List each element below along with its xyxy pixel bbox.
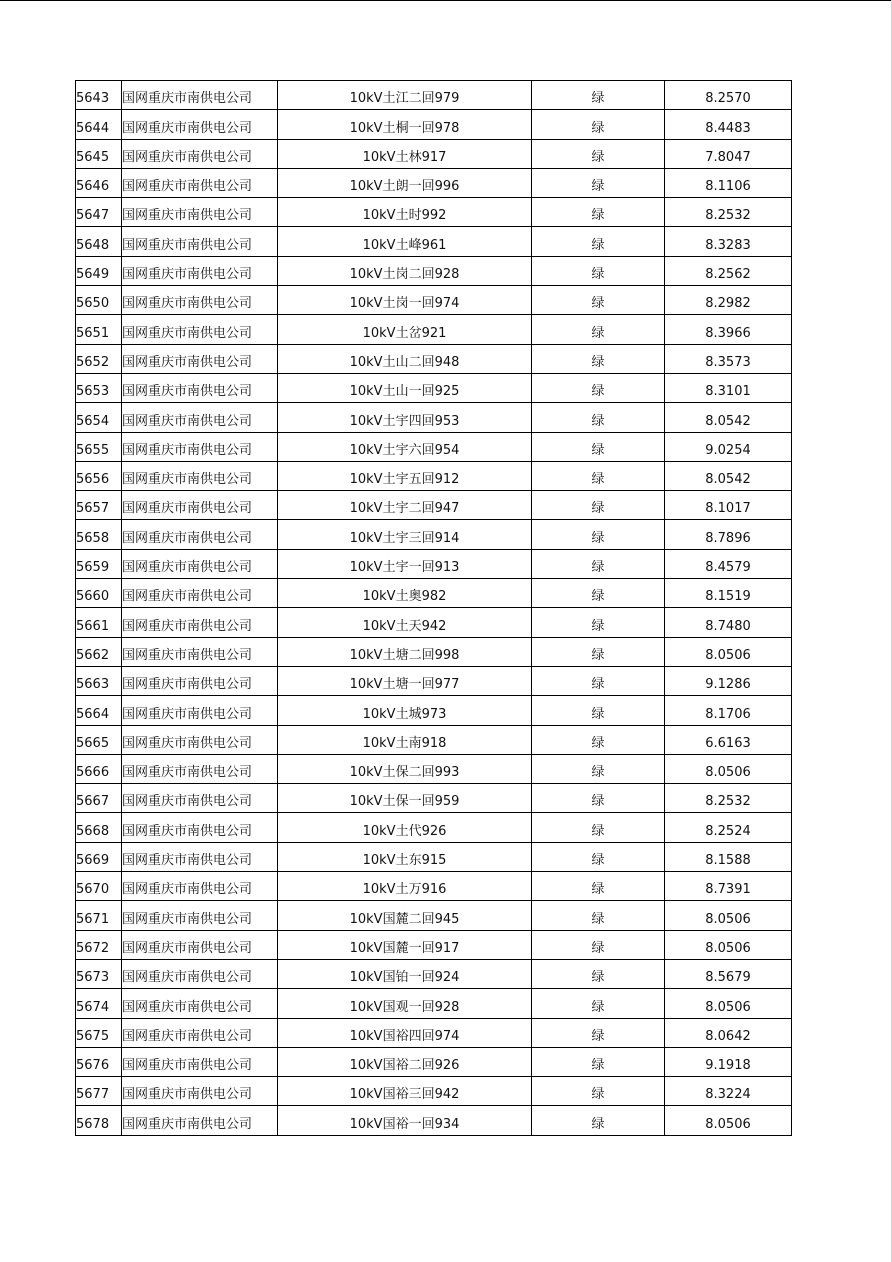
value-cell: 8.2570: [665, 81, 792, 110]
company-cell: 国网重庆市南供电公司: [122, 901, 278, 930]
value-cell: 8.7391: [665, 872, 792, 901]
status-cell: 绿: [532, 373, 665, 402]
company-cell: 国网重庆市南供电公司: [122, 666, 278, 695]
value-cell: 8.2524: [665, 813, 792, 842]
row-number-cell: 5655: [76, 432, 122, 461]
line-name-cell: 10kV土岗二回928: [278, 256, 532, 285]
value-cell: 8.2532: [665, 198, 792, 227]
table-row: [76, 989, 792, 1018]
line-name-cell: 10kV土宇一回913: [278, 549, 532, 578]
company-cell: 国网重庆市南供电公司: [122, 842, 278, 871]
company-cell: 国网重庆市南供电公司: [122, 198, 278, 227]
row-number-cell: 5653: [76, 373, 122, 402]
table-row: [76, 168, 792, 197]
status-cell: 绿: [532, 286, 665, 315]
table-row: [76, 725, 792, 754]
row-number-cell: 5673: [76, 959, 122, 988]
status-cell: 绿: [532, 315, 665, 344]
company-cell: 国网重庆市南供电公司: [122, 461, 278, 490]
status-cell: 绿: [532, 1077, 665, 1106]
table-row: [76, 696, 792, 725]
status-cell: 绿: [532, 549, 665, 578]
line-name-cell: 10kV土奥982: [278, 579, 532, 608]
company-cell: 国网重庆市南供电公司: [122, 1077, 278, 1106]
company-cell: 国网重庆市南供电公司: [122, 1018, 278, 1047]
row-number-cell: 5646: [76, 168, 122, 197]
value-cell: 8.2982: [665, 286, 792, 315]
table-row: [76, 1047, 792, 1076]
status-cell: 绿: [532, 432, 665, 461]
row-number-cell: 5677: [76, 1077, 122, 1106]
company-cell: 国网重庆市南供电公司: [122, 637, 278, 666]
company-cell: 国网重庆市南供电公司: [122, 1106, 278, 1135]
value-cell: 8.1519: [665, 579, 792, 608]
line-name-cell: 10kV土宇三回914: [278, 520, 532, 549]
line-name-cell: 10kV土宇四回953: [278, 403, 532, 432]
value-cell: 7.8047: [665, 139, 792, 168]
status-cell: 绿: [532, 608, 665, 637]
table-row: [76, 491, 792, 520]
row-number-cell: 5663: [76, 666, 122, 695]
line-name-cell: 10kV土塘一回977: [278, 666, 532, 695]
value-cell: 8.1706: [665, 696, 792, 725]
value-cell: 8.2532: [665, 784, 792, 813]
company-cell: 国网重庆市南供电公司: [122, 344, 278, 373]
status-cell: 绿: [532, 491, 665, 520]
line-name-cell: 10kV土万916: [278, 872, 532, 901]
value-cell: 8.7480: [665, 608, 792, 637]
value-cell: 9.1918: [665, 1047, 792, 1076]
status-cell: 绿: [532, 81, 665, 110]
table-row: [76, 198, 792, 227]
table-row: [76, 110, 792, 139]
line-name-cell: 10kV土朗一回996: [278, 168, 532, 197]
table-row: [76, 520, 792, 549]
row-number-cell: 5657: [76, 491, 122, 520]
line-name-cell: 10kV土宇五回912: [278, 461, 532, 490]
value-cell: 9.0254: [665, 432, 792, 461]
table-row: [76, 1077, 792, 1106]
line-name-cell: 10kV国麓一回917: [278, 930, 532, 959]
status-cell: 绿: [532, 666, 665, 695]
value-cell: 8.5679: [665, 959, 792, 988]
status-cell: 绿: [532, 696, 665, 725]
company-cell: 国网重庆市南供电公司: [122, 930, 278, 959]
company-cell: 国网重庆市南供电公司: [122, 81, 278, 110]
row-number-cell: 5649: [76, 256, 122, 285]
table-row: [76, 256, 792, 285]
line-name-cell: 10kV土代926: [278, 813, 532, 842]
value-cell: 8.0506: [665, 1106, 792, 1135]
line-name-cell: 10kV土宇六回954: [278, 432, 532, 461]
line-name-cell: 10kV土桐一回978: [278, 110, 532, 139]
row-number-cell: 5667: [76, 784, 122, 813]
status-cell: 绿: [532, 168, 665, 197]
line-name-cell: 10kV土宇二回947: [278, 491, 532, 520]
status-cell: 绿: [532, 930, 665, 959]
company-cell: 国网重庆市南供电公司: [122, 286, 278, 315]
feeder-table: [75, 80, 792, 1136]
value-cell: 8.1106: [665, 168, 792, 197]
row-number-cell: 5672: [76, 930, 122, 959]
table-row: [76, 754, 792, 783]
row-number-cell: 5671: [76, 901, 122, 930]
status-cell: 绿: [532, 139, 665, 168]
value-cell: 8.2562: [665, 256, 792, 285]
status-cell: 绿: [532, 344, 665, 373]
status-cell: 绿: [532, 1106, 665, 1135]
status-cell: 绿: [532, 110, 665, 139]
row-number-cell: 5650: [76, 286, 122, 315]
row-number-cell: 5659: [76, 549, 122, 578]
table-row: [76, 81, 792, 110]
status-cell: 绿: [532, 784, 665, 813]
company-cell: 国网重庆市南供电公司: [122, 168, 278, 197]
company-cell: 国网重庆市南供电公司: [122, 373, 278, 402]
status-cell: 绿: [532, 579, 665, 608]
line-name-cell: 10kV土保二回993: [278, 754, 532, 783]
table-row: [76, 344, 792, 373]
company-cell: 国网重庆市南供电公司: [122, 520, 278, 549]
table-row: [76, 1106, 792, 1135]
value-cell: 8.0542: [665, 403, 792, 432]
line-name-cell: 10kV土林917: [278, 139, 532, 168]
line-name-cell: 10kV国麓二回945: [278, 901, 532, 930]
feeder-table-body: [76, 81, 792, 1136]
value-cell: 8.3966: [665, 315, 792, 344]
value-cell: 8.0506: [665, 930, 792, 959]
status-cell: 绿: [532, 227, 665, 256]
value-cell: 8.1588: [665, 842, 792, 871]
row-number-cell: 5668: [76, 813, 122, 842]
table-row: [76, 637, 792, 666]
line-name-cell: 10kV土城973: [278, 696, 532, 725]
row-number-cell: 5662: [76, 637, 122, 666]
table-row: [76, 227, 792, 256]
line-name-cell: 10kV土山二回948: [278, 344, 532, 373]
company-cell: 国网重庆市南供电公司: [122, 959, 278, 988]
table-row: [76, 461, 792, 490]
row-number-cell: 5670: [76, 872, 122, 901]
status-cell: 绿: [532, 637, 665, 666]
row-number-cell: 5661: [76, 608, 122, 637]
line-name-cell: 10kV国观一回928: [278, 989, 532, 1018]
row-number-cell: 5651: [76, 315, 122, 344]
value-cell: 8.0506: [665, 637, 792, 666]
table-row: [76, 784, 792, 813]
line-name-cell: 10kV土天942: [278, 608, 532, 637]
value-cell: 6.6163: [665, 725, 792, 754]
line-name-cell: 10kV土岔921: [278, 315, 532, 344]
line-name-cell: 10kV土东915: [278, 842, 532, 871]
status-cell: 绿: [532, 754, 665, 783]
row-number-cell: 5660: [76, 579, 122, 608]
table-row: [76, 579, 792, 608]
company-cell: 国网重庆市南供电公司: [122, 549, 278, 578]
table-row: [76, 403, 792, 432]
row-number-cell: 5664: [76, 696, 122, 725]
table-row: [76, 286, 792, 315]
table-row: [76, 842, 792, 871]
company-cell: 国网重庆市南供电公司: [122, 579, 278, 608]
value-cell: 9.1286: [665, 666, 792, 695]
row-number-cell: 5647: [76, 198, 122, 227]
status-cell: 绿: [532, 959, 665, 988]
line-name-cell: 10kV国裕一回934: [278, 1106, 532, 1135]
line-name-cell: 10kV土南918: [278, 725, 532, 754]
status-cell: 绿: [532, 403, 665, 432]
status-cell: 绿: [532, 901, 665, 930]
table-row: [76, 930, 792, 959]
value-cell: 8.0642: [665, 1018, 792, 1047]
value-cell: 8.4579: [665, 549, 792, 578]
row-number-cell: 5644: [76, 110, 122, 139]
value-cell: 8.3283: [665, 227, 792, 256]
company-cell: 国网重庆市南供电公司: [122, 139, 278, 168]
company-cell: 国网重庆市南供电公司: [122, 608, 278, 637]
row-number-cell: 5665: [76, 725, 122, 754]
table-row: [76, 549, 792, 578]
status-cell: 绿: [532, 842, 665, 871]
page-top-border: [0, 0, 892, 1]
table-row: [76, 608, 792, 637]
line-name-cell: 10kV土保一回959: [278, 784, 532, 813]
company-cell: 国网重庆市南供电公司: [122, 315, 278, 344]
table-row: [76, 373, 792, 402]
company-cell: 国网重庆市南供电公司: [122, 696, 278, 725]
value-cell: 8.0542: [665, 461, 792, 490]
line-name-cell: 10kV国铂一回924: [278, 959, 532, 988]
company-cell: 国网重庆市南供电公司: [122, 872, 278, 901]
line-name-cell: 10kV土江二回979: [278, 81, 532, 110]
status-cell: 绿: [532, 1047, 665, 1076]
line-name-cell: 10kV土峰961: [278, 227, 532, 256]
line-name-cell: 10kV土时992: [278, 198, 532, 227]
company-cell: 国网重庆市南供电公司: [122, 754, 278, 783]
line-name-cell: 10kV国裕三回942: [278, 1077, 532, 1106]
company-cell: 国网重庆市南供电公司: [122, 227, 278, 256]
company-cell: 国网重庆市南供电公司: [122, 403, 278, 432]
row-number-cell: 5648: [76, 227, 122, 256]
company-cell: 国网重庆市南供电公司: [122, 725, 278, 754]
table-row: [76, 666, 792, 695]
line-name-cell: 10kV国裕二回926: [278, 1047, 532, 1076]
value-cell: 8.1017: [665, 491, 792, 520]
company-cell: 国网重庆市南供电公司: [122, 110, 278, 139]
status-cell: 绿: [532, 989, 665, 1018]
row-number-cell: 5669: [76, 842, 122, 871]
value-cell: 8.4483: [665, 110, 792, 139]
row-number-cell: 5656: [76, 461, 122, 490]
row-number-cell: 5674: [76, 989, 122, 1018]
line-name-cell: 10kV土岗一回974: [278, 286, 532, 315]
value-cell: 8.3224: [665, 1077, 792, 1106]
value-cell: 8.3101: [665, 373, 792, 402]
table-row: [76, 901, 792, 930]
company-cell: 国网重庆市南供电公司: [122, 432, 278, 461]
line-name-cell: 10kV土塘二回998: [278, 637, 532, 666]
row-number-cell: 5675: [76, 1018, 122, 1047]
company-cell: 国网重庆市南供电公司: [122, 784, 278, 813]
table-row: [76, 432, 792, 461]
value-cell: 8.0506: [665, 754, 792, 783]
row-number-cell: 5658: [76, 520, 122, 549]
company-cell: 国网重庆市南供电公司: [122, 813, 278, 842]
status-cell: 绿: [532, 813, 665, 842]
table-row: [76, 1018, 792, 1047]
value-cell: 8.3573: [665, 344, 792, 373]
company-cell: 国网重庆市南供电公司: [122, 256, 278, 285]
table-row: [76, 813, 792, 842]
row-number-cell: 5652: [76, 344, 122, 373]
line-name-cell: 10kV国裕四回974: [278, 1018, 532, 1047]
company-cell: 国网重庆市南供电公司: [122, 1047, 278, 1076]
line-name-cell: 10kV土山一回925: [278, 373, 532, 402]
row-number-cell: 5676: [76, 1047, 122, 1076]
company-cell: 国网重庆市南供电公司: [122, 491, 278, 520]
status-cell: 绿: [532, 520, 665, 549]
table-row: [76, 315, 792, 344]
status-cell: 绿: [532, 725, 665, 754]
value-cell: 8.0506: [665, 989, 792, 1018]
status-cell: 绿: [532, 256, 665, 285]
table-row: [76, 872, 792, 901]
row-number-cell: 5645: [76, 139, 122, 168]
value-cell: 8.7896: [665, 520, 792, 549]
table-row: [76, 139, 792, 168]
row-number-cell: 5643: [76, 81, 122, 110]
row-number-cell: 5678: [76, 1106, 122, 1135]
row-number-cell: 5654: [76, 403, 122, 432]
status-cell: 绿: [532, 461, 665, 490]
status-cell: 绿: [532, 198, 665, 227]
company-cell: 国网重庆市南供电公司: [122, 989, 278, 1018]
row-number-cell: 5666: [76, 754, 122, 783]
table-row: [76, 959, 792, 988]
value-cell: 8.0506: [665, 901, 792, 930]
status-cell: 绿: [532, 1018, 665, 1047]
status-cell: 绿: [532, 872, 665, 901]
